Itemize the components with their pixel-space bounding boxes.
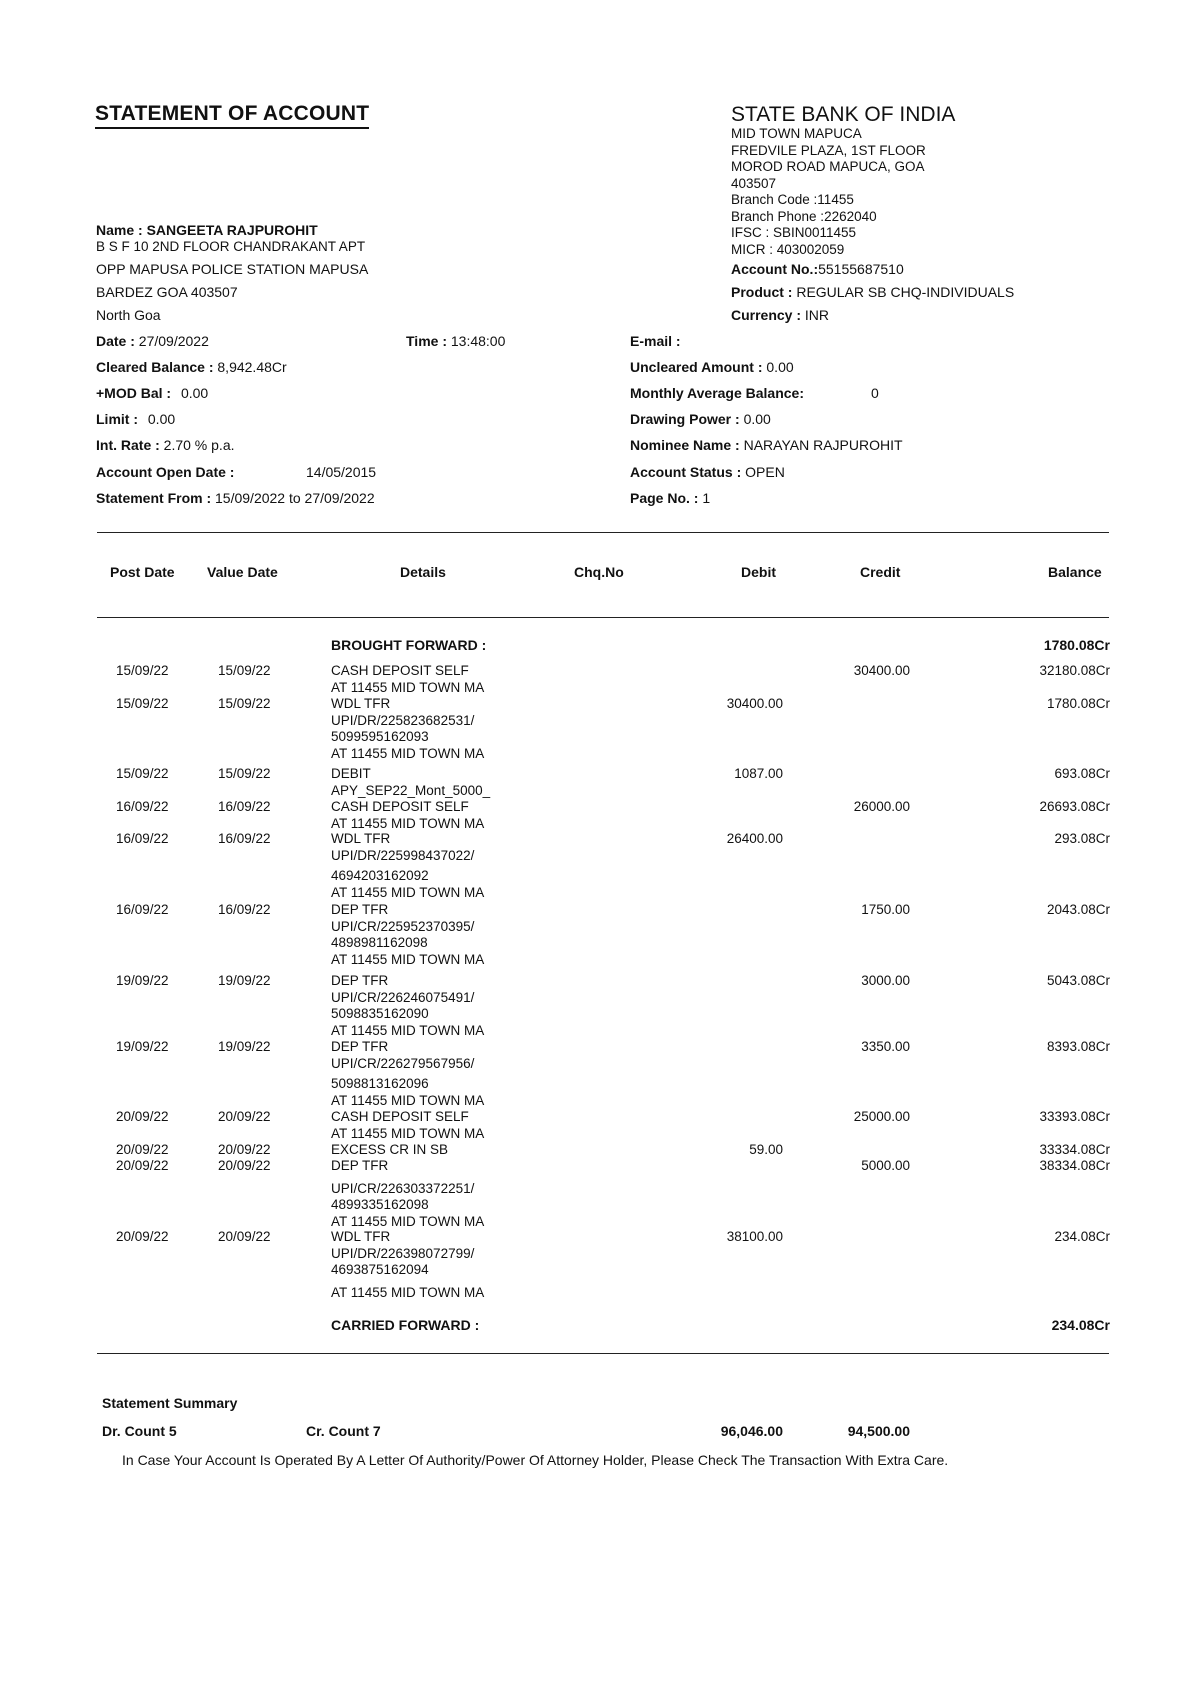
balance-amount: 33393.08Cr (1039, 1109, 1110, 1124)
balance-amount: 2043.08Cr (1046, 902, 1110, 917)
balance-amount: 32180.08Cr (1039, 663, 1110, 678)
branch-line: 403507 (731, 175, 777, 191)
interest-rate (96, 437, 235, 453)
mod-balance-label: +MOD Bal : (96, 385, 172, 401)
time-value: 13:48:00 (450, 333, 506, 349)
debit-amount: 38100.00 (726, 1229, 783, 1244)
total-debit: 96,046.00 (720, 1423, 783, 1439)
details-line: AT 11455 MID TOWN MA (331, 1022, 485, 1038)
value-date: 15/09/22 (218, 766, 271, 781)
nominee-label: Nominee Name : (630, 437, 740, 453)
details-line: UPI/CR/226279567956/ (331, 1055, 475, 1071)
post-date: 20/09/22 (116, 1109, 169, 1124)
account-number-label: Account No.: (731, 261, 819, 277)
statement-from-label: Statement From : (96, 490, 212, 506)
col-value-date: Value Date (207, 564, 278, 580)
value-date: 15/09/22 (218, 696, 271, 711)
currency-value: INR (804, 307, 830, 323)
details-line: AT 11455 MID TOWN MA (331, 745, 485, 761)
bank-name: STATE BANK OF INDIA (731, 103, 956, 126)
header-top-rule (97, 532, 1109, 533)
transaction-details (331, 973, 484, 1039)
address-line-4: North Goa (96, 307, 161, 323)
details-line: AT 11455 MID TOWN MA (331, 1125, 485, 1141)
account-number-value: 55155687510 (818, 261, 904, 277)
details-line: 4694203162092 (331, 868, 429, 883)
cr-count: Cr. Count 7 (306, 1423, 381, 1439)
balance-amount: 5043.08Cr (1046, 973, 1110, 988)
statement-date (96, 333, 209, 349)
account-number (731, 261, 904, 277)
value-date: 15/09/22 (218, 663, 271, 678)
post-date: 16/09/22 (116, 831, 169, 846)
balance-amount: 33334.08Cr (1039, 1142, 1110, 1157)
dr-count: Dr. Count 5 (102, 1423, 177, 1439)
branch-code: Branch Code :11455 (731, 192, 854, 207)
nominee-value: NARAYAN RAJPUROHIT (743, 437, 903, 453)
email (630, 333, 681, 349)
open-date-label: Account Open Date : (96, 464, 235, 480)
details-line: AT 11455 MID TOWN MA (331, 1284, 485, 1300)
limit-value: 0.00 (147, 411, 176, 427)
address-line-2: OPP MAPUSA POLICE STATION MAPUSA (96, 261, 369, 277)
transaction-details (331, 766, 490, 799)
page-label: Page No. : (630, 490, 699, 506)
brought-forward-label: BROUGHT FORWARD : (331, 637, 487, 653)
details-line: UPI/CR/226246075491/ (331, 989, 475, 1005)
currency-label: Currency : (731, 307, 802, 323)
address-line-3: BARDEZ GOA 403507 (96, 284, 238, 300)
branch-line: MID TOWN MAPUCA (731, 126, 862, 141)
monthly-average-balance (630, 385, 804, 401)
credit-amount: 26000.00 (853, 799, 910, 814)
transaction-details (331, 1158, 484, 1230)
cleared-balance (96, 359, 287, 375)
details-line: WDL TFR (331, 1229, 391, 1244)
balance-amount: 293.08Cr (1054, 831, 1110, 846)
customer-name (96, 222, 318, 238)
details-line: WDL TFR (331, 696, 391, 711)
date-value: 27/09/2022 (138, 333, 209, 349)
details-line: 4693875162094 (331, 1262, 429, 1277)
details-line: AT 11455 MID TOWN MA (331, 951, 485, 967)
account-currency (731, 307, 829, 323)
cleared-balance-label: Cleared Balance : (96, 359, 214, 375)
transaction-details (331, 1142, 448, 1159)
details-line: UPI/CR/225952370395/ (331, 918, 475, 934)
customer-name-label: Name : (96, 222, 143, 238)
value-date: 19/09/22 (218, 973, 271, 988)
value-date: 19/09/22 (218, 1039, 271, 1054)
account-status (630, 464, 785, 480)
carried-forward-balance: 234.08Cr (1051, 1317, 1110, 1333)
page-value: 1 (702, 490, 711, 506)
transaction-details (331, 663, 484, 696)
branch-phone: Branch Phone :2262040 (731, 208, 877, 224)
value-date: 16/09/22 (218, 799, 271, 814)
credit-amount: 25000.00 (853, 1109, 910, 1124)
post-date: 20/09/22 (116, 1142, 169, 1157)
post-date: 15/09/22 (116, 766, 169, 781)
page-number (630, 490, 710, 506)
post-date: 19/09/22 (116, 1039, 169, 1054)
drawing-power (630, 411, 771, 427)
details-line: UPI/DR/225998437022/ (331, 847, 475, 863)
debit-amount: 26400.00 (726, 831, 783, 846)
drawing-power-value: 0.00 (743, 411, 771, 427)
details-line: DEBIT (331, 766, 371, 781)
mod-balance-value: 0.00 (180, 385, 209, 401)
product-label: Product : (731, 284, 793, 300)
transaction-details (331, 1039, 484, 1109)
details-line: UPI/DR/226398072799/ (331, 1245, 475, 1261)
credit-amount: 1750.00 (861, 902, 910, 917)
address-line-1: B S F 10 2ND FLOOR CHANDRAKANT APT (96, 239, 366, 254)
email-label: E-mail : (630, 333, 681, 349)
details-line: AT 11455 MID TOWN MA (331, 1213, 485, 1229)
date-label: Date : (96, 333, 135, 349)
uncleared-label: Uncleared Amount : (630, 359, 763, 375)
details-line: UPI/DR/225823682531/ (331, 712, 475, 728)
time-label: Time : (406, 333, 447, 349)
details-line: AT 11455 MID TOWN MA (331, 1092, 485, 1108)
authority-note: In Case Your Account Is Operated By A Letter Of Authority/Power Of Attorney Holder, Please Check The Transaction With Extra Care. (122, 1452, 949, 1468)
value-date: 16/09/22 (218, 902, 271, 917)
limit-label: Limit : (96, 411, 138, 427)
debit-amount: 1087.00 (734, 766, 783, 781)
header-bottom-rule (97, 617, 1109, 618)
balance-amount: 234.08Cr (1054, 1229, 1110, 1244)
post-date: 16/09/22 (116, 902, 169, 917)
post-date: 20/09/22 (116, 1158, 169, 1173)
cleared-balance-value: 8,942.48Cr (217, 359, 287, 375)
details-line: APY_SEP22_Mont_5000_ (331, 782, 491, 798)
details-line: CASH DEPOSIT SELF (331, 663, 469, 678)
col-post-date: Post Date (110, 564, 175, 580)
col-credit: Credit (860, 564, 901, 580)
product-value: REGULAR SB CHQ-INDIVIDUALS (796, 284, 1015, 300)
interest-rate-label: Int. Rate : (96, 437, 160, 453)
statement-time (406, 333, 505, 349)
value-date: 20/09/22 (218, 1109, 271, 1124)
debit-amount: 59.00 (749, 1142, 783, 1157)
branch-line: FREDVILE PLAZA, 1ST FLOOR (731, 142, 926, 158)
open-date-value: 14/05/2015 (306, 464, 377, 480)
details-line: DEP TFR (331, 902, 389, 917)
mab-label: Monthly Average Balance: (630, 385, 805, 401)
branch-ifsc: IFSC : SBIN0011455 (731, 225, 857, 240)
nominee-name (630, 437, 903, 453)
details-line: AT 11455 MID TOWN MA (331, 884, 485, 900)
document-title: STATEMENT OF ACCOUNT (95, 102, 369, 129)
details-line: WDL TFR (331, 831, 391, 846)
value-date: 20/09/22 (218, 1158, 271, 1173)
details-line: 4898981162098 (331, 935, 428, 950)
details-line: 5098813162096 (331, 1076, 429, 1091)
status-label: Account Status : (630, 464, 742, 480)
balance-amount: 26693.08Cr (1039, 799, 1110, 814)
mab-value: 0 (871, 385, 879, 401)
details-line: 4899335162098 (331, 1197, 429, 1212)
mod-balance (96, 385, 208, 401)
post-date: 20/09/22 (116, 1229, 169, 1244)
status-value: OPEN (745, 464, 785, 480)
details-line: DEP TFR (331, 1039, 389, 1054)
value-date: 20/09/22 (218, 1229, 271, 1244)
value-date: 20/09/22 (218, 1142, 271, 1157)
balance-amount: 8393.08Cr (1046, 1039, 1110, 1054)
details-line: DEP TFR (331, 1158, 389, 1173)
summary-title: Statement Summary (102, 1395, 238, 1411)
branch-line: MOROD ROAD MAPUCA, GOA (731, 159, 925, 174)
account-product (731, 284, 1014, 300)
credit-amount: 5000.00 (861, 1158, 910, 1173)
post-date: 15/09/22 (116, 696, 169, 711)
transaction-details (331, 1109, 484, 1142)
details-line: 5099595162093 (331, 729, 429, 744)
transaction-details (331, 902, 484, 968)
details-line: 5098835162090 (331, 1006, 429, 1021)
details-line: DEP TFR (331, 973, 389, 988)
transaction-details (331, 696, 484, 762)
transaction-details (331, 1229, 484, 1301)
table-bottom-rule (97, 1353, 1109, 1354)
post-date: 15/09/22 (116, 663, 169, 678)
brought-forward-balance: 1780.08Cr (1043, 637, 1110, 653)
value-date: 16/09/22 (218, 831, 271, 846)
transaction-details (331, 799, 484, 832)
credit-amount: 3350.00 (861, 1039, 910, 1054)
transaction-details (331, 831, 484, 901)
branch-micr: MICR : 403002059 (731, 241, 845, 257)
statement-from-value: 15/09/2022 to 27/09/2022 (215, 490, 375, 506)
carried-forward-label: CARRIED FORWARD : (331, 1317, 480, 1333)
post-date: 19/09/22 (116, 973, 169, 988)
uncleared-value: 0.00 (766, 359, 794, 375)
col-balance: Balance (1048, 564, 1102, 580)
debit-amount: 30400.00 (726, 696, 783, 711)
balance-amount: 693.08Cr (1054, 766, 1110, 781)
post-date: 16/09/22 (116, 799, 169, 814)
credit-amount: 30400.00 (853, 663, 910, 678)
branch-address (731, 126, 926, 258)
details-line: EXCESS CR IN SB (331, 1142, 449, 1157)
drawing-power-label: Drawing Power : (630, 411, 740, 427)
interest-rate-value: 2.70 % p.a. (163, 437, 235, 453)
details-line: AT 11455 MID TOWN MA (331, 815, 485, 831)
limit (96, 411, 175, 427)
details-line: CASH DEPOSIT SELF (331, 799, 469, 814)
details-line: AT 11455 MID TOWN MA (331, 679, 485, 695)
col-details: Details (400, 564, 446, 580)
uncleared-amount (630, 359, 794, 375)
details-line: CASH DEPOSIT SELF (331, 1109, 469, 1124)
statement-period (96, 490, 375, 506)
details-line: UPI/CR/226303372251/ (331, 1180, 475, 1196)
balance-amount: 38334.08Cr (1039, 1158, 1110, 1173)
customer-name-value: SANGEETA RAJPUROHIT (146, 222, 318, 238)
col-debit: Debit (741, 564, 776, 580)
total-credit: 94,500.00 (847, 1423, 910, 1439)
account-open-date (96, 464, 234, 480)
balance-amount: 1780.08Cr (1046, 696, 1110, 711)
col-chq-no: Chq.No (574, 564, 624, 580)
credit-amount: 3000.00 (861, 973, 910, 988)
